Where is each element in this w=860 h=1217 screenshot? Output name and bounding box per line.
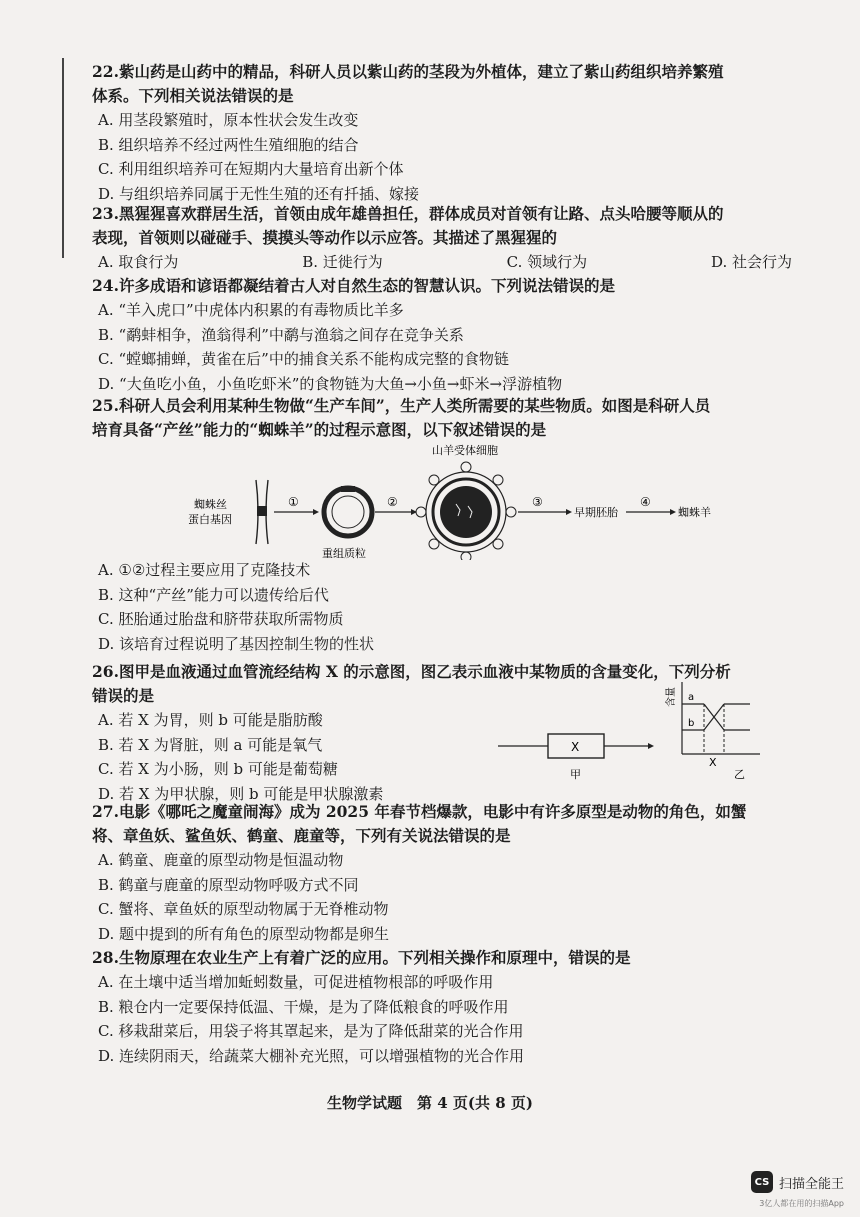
line-b-label: b <box>688 718 695 729</box>
option-a: A. 鹤童、鹿童的原型动物是恒温动物 <box>98 851 344 869</box>
stem-line-1: 图甲是血液通过血管流经结构 X 的示意图，图乙表示血液中某物质的含量变化，下列分析 <box>118 662 731 681</box>
question-22 <box>92 60 792 206</box>
question-number: 24. <box>92 276 119 295</box>
option-a: A. 若 X 为胃，则 b 可能是脂肪酸 <box>98 711 323 729</box>
scanner-app-name: 扫描全能王 <box>778 1176 844 1192</box>
step-3: ③ <box>532 495 543 509</box>
question-23 <box>92 202 792 274</box>
goat-cell-icon <box>416 462 516 560</box>
figure-a <box>498 734 654 781</box>
option-b: B. 粮仓内一定要保持低温、干燥，是为了降低粮食的呼吸作用 <box>98 997 509 1016</box>
option-b: B. 组织培养不经过两性生殖细胞的结合 <box>98 135 359 154</box>
scanner-tagline: 3亿人都在用的扫描App <box>759 1199 844 1208</box>
option-row <box>92 250 792 274</box>
step-4: ④ <box>640 495 651 509</box>
line-a-label: a <box>688 692 695 703</box>
option-a: A. 用茎段繁殖时，原本性状会发生改变 <box>98 111 359 129</box>
figure-b-label: 乙 <box>734 768 745 781</box>
question-number: 26. <box>92 662 119 681</box>
question-25-options <box>92 558 792 656</box>
option-a: A. 取食行为 <box>98 253 179 271</box>
question-number: 25. <box>92 396 119 415</box>
stem-line-1: 电影《哪吒之魔童闹海》成为 2025 年春节档爆款，电影中有许多原型是动物的角色，如蟹 <box>118 802 747 821</box>
scanner-app-badge <box>751 1171 844 1193</box>
option-b: B. “鹬蚌相争，渔翁得利”中鹬与渔翁之间存在竞争关系 <box>98 325 464 344</box>
option-c: C. 领域行为 <box>506 253 588 271</box>
option-d: D. 题中提到的所有角色的原型动物都是卵生 <box>98 924 390 943</box>
question-25-stem <box>92 394 792 442</box>
page-footer: 生物学试题 第 4 页(共 8 页) <box>327 1094 533 1112</box>
plasmid-label: 重组质粒 <box>322 547 366 560</box>
question-number: 23. <box>92 204 119 223</box>
plasmid-icon <box>324 486 372 536</box>
blood-flow-diagram <box>498 678 788 784</box>
question-23-stem <box>92 202 792 250</box>
stem-line-1: 黑猩猩喜欢群居生活，首领由成年雄兽担任，群体成员对首领有让路、点头哈腰等顺从的 <box>118 204 724 223</box>
arrow-1-head <box>313 509 319 515</box>
option-b: B. 鹤童与鹿童的原型动物呼吸方式不同 <box>98 875 359 894</box>
result-label: 蜘蛛羊 <box>678 506 711 519</box>
option-c: C. 胚胎通过胎盘和脐带获取所需物质 <box>98 610 344 628</box>
stem-line-2: 错误的是 <box>92 686 155 705</box>
option-b: B. 若 X 为肾脏，则 a 可能是氧气 <box>98 735 323 754</box>
step-1: ① <box>288 495 299 509</box>
arrow-4-head <box>670 509 676 515</box>
figure-b-chart <box>664 682 760 781</box>
question-24 <box>92 274 792 396</box>
question-27 <box>92 800 792 946</box>
stem-line-1: 生物原理在农业生产上有着广泛的应用。下列相关操作和原理中，错误的是 <box>118 948 631 967</box>
stem-line-1: 紫山药是山药中的精品，科研人员以紫山药的茎段为外植体，建立了紫山药组织培养繁殖 <box>118 62 724 81</box>
question-number: 27. <box>92 802 119 821</box>
structure-x-label: X <box>571 740 580 754</box>
option-d: D. 与组织培养同属于无性生殖的还有扦插、嫁接 <box>98 184 420 203</box>
question-27-stem <box>92 800 792 848</box>
question-28 <box>92 946 792 1068</box>
stem-line-1: 许多成语和谚语都凝结着古人对自然生态的智慧认识。下列说法错误的是 <box>118 276 615 295</box>
scanner-logo-icon: CS <box>751 1171 773 1193</box>
option-d: D. 若 X 为甲状腺，则 b 可能是甲状腺激素 <box>98 784 384 803</box>
figure-a-label: 甲 <box>570 768 581 781</box>
question-25 <box>92 394 792 442</box>
gene-label-2: 蛋白基因 <box>188 513 232 526</box>
stem-line-2: 培育具备“产丝”能力的“蜘蛛羊”的过程示意图，以下叙述错误的是 <box>92 420 547 439</box>
margin-binding-line <box>62 58 64 258</box>
embryo-label: 早期胚胎 <box>574 506 618 519</box>
stem-line-1: 科研人员会利用某种生物做“生产车间”，生产人类所需要的某些物质。如图是科研人员 <box>118 396 711 415</box>
question-24-stem <box>92 274 792 298</box>
stem-line-2: 表现，首领则以碰碰手、摸摸头等动作以示应答。其描述了黑猩猩的 <box>92 228 558 247</box>
question-22-stem <box>92 60 792 108</box>
option-c: C. 利用组织培养可在短期内大量培育出新个体 <box>98 160 404 178</box>
x-axis-mark: X <box>709 756 717 769</box>
option-b: B. 迁徙行为 <box>302 253 383 271</box>
option-c: C. “螳螂捕蝉，黄雀在后”中的捕食关系不能构成完整的食物链 <box>98 350 509 368</box>
option-a: A. “羊入虎口”中虎体内积累的有毒物质比羊多 <box>98 301 404 319</box>
question-28-stem <box>92 946 792 970</box>
option-b: B. 这种“产丝”能力可以遗传给后代 <box>98 585 329 604</box>
gene-label-1: 蜘蛛丝 <box>194 498 227 511</box>
stem-line-2: 体系。下列相关说法错误的是 <box>92 86 294 105</box>
dna-strand-icon <box>256 480 268 544</box>
spider-goat-diagram <box>170 440 730 560</box>
option-d: D. 连续阴雨天，给蔬菜大棚补充光照，可以增强植物的光合作用 <box>98 1046 525 1065</box>
option-d: D. 该培育过程说明了基因控制生物的性状 <box>98 634 375 653</box>
option-d: D. 社会行为 <box>710 253 792 271</box>
y-axis-label: 含量 <box>666 687 677 707</box>
question-number: 28. <box>92 948 119 967</box>
step-2: ② <box>387 495 398 509</box>
cell-label: 山羊受体细胞 <box>432 444 498 457</box>
question-number: 22. <box>92 62 119 81</box>
arrow-3-head <box>566 509 572 515</box>
option-d: D. “大鱼吃小鱼，小鱼吃虾米”的食物链为大鱼→小鱼→虾米→浮游植物 <box>98 374 563 393</box>
option-a: A. 在土壤中适当增加蚯蚓数量，可促进植物根部的呼吸作用 <box>98 973 494 991</box>
option-c: C. 移栽甜菜后，用袋子将其罩起来，是为了降低甜菜的光合作用 <box>98 1022 524 1040</box>
option-a: A. ①②过程主要应用了克隆技术 <box>98 561 311 579</box>
stem-line-2: 将、章鱼妖、鲨鱼妖、鹤童、鹿童等，下列有关说法错误的是 <box>92 826 511 845</box>
option-c: C. 蟹将、章鱼妖的原型动物属于无脊椎动物 <box>98 900 389 918</box>
option-c: C. 若 X 为小肠，则 b 可能是葡萄糖 <box>98 760 338 778</box>
